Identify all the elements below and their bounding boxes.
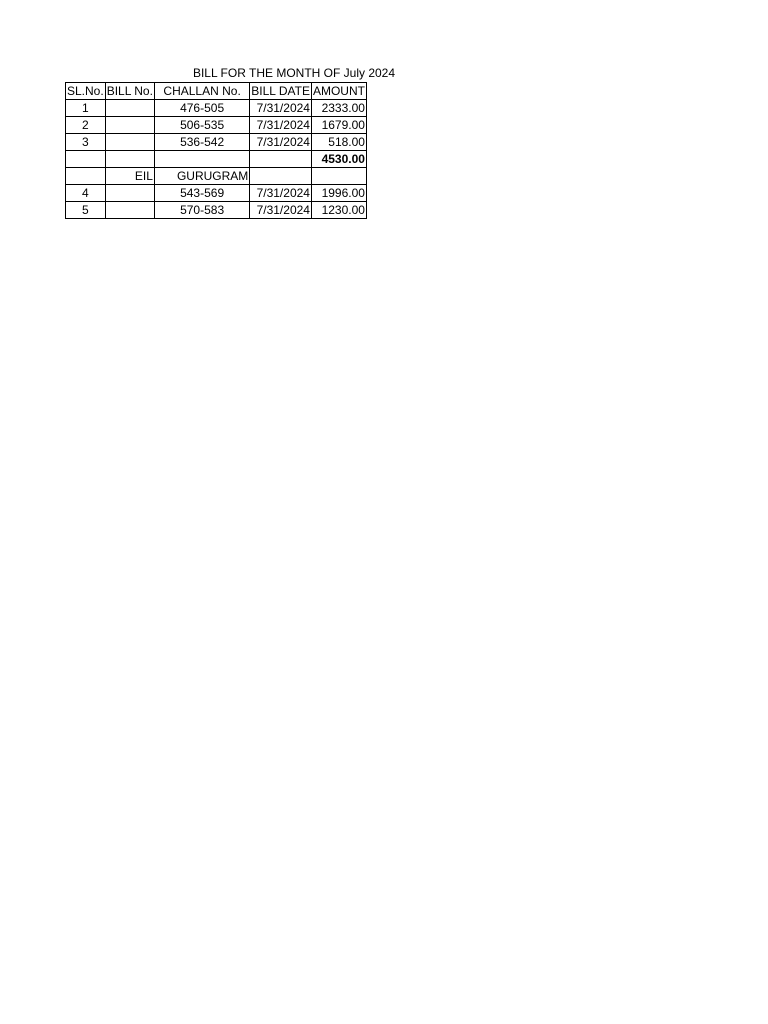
table-row xyxy=(66,117,367,134)
cell-empty[interactable] xyxy=(105,151,154,168)
table-row xyxy=(66,185,367,202)
cell-challan-no[interactable]: 570-583 xyxy=(154,202,249,219)
section-row xyxy=(66,168,367,185)
cell-bill-date[interactable]: 7/31/2024 xyxy=(250,185,312,202)
cell-amount[interactable]: 2333.00 xyxy=(311,100,366,117)
header-amount[interactable]: AMOUNT xyxy=(312,84,365,98)
cell-amount[interactable]: 1230.00 xyxy=(311,202,366,219)
cell-empty[interactable] xyxy=(250,151,312,168)
cell-empty[interactable] xyxy=(154,151,249,168)
cell-section-right[interactable]: GURUGRAM xyxy=(154,168,249,185)
cell-sl-no[interactable]: 2 xyxy=(66,117,106,134)
cell-sl-no[interactable]: 4 xyxy=(66,185,106,202)
cell-empty[interactable] xyxy=(66,151,106,168)
cell-bill-date[interactable]: 7/31/2024 xyxy=(250,117,312,134)
cell-sl-no[interactable]: 3 xyxy=(66,134,106,151)
cell-sl-no[interactable]: 1 xyxy=(66,100,106,117)
header-sl-no[interactable]: SL.No. xyxy=(67,84,104,98)
cell-bill-date[interactable]: 7/31/2024 xyxy=(250,202,312,219)
total-row xyxy=(66,151,367,168)
bill-table xyxy=(65,82,367,219)
cell-empty[interactable] xyxy=(250,168,312,185)
cell-challan-no[interactable]: 543-569 xyxy=(154,185,249,202)
cell-amount[interactable]: 518.00 xyxy=(311,134,366,151)
cell-challan-no[interactable]: 536-542 xyxy=(154,134,249,151)
cell-challan-no[interactable]: 476-505 xyxy=(154,100,249,117)
cell-bill-no[interactable] xyxy=(105,185,154,202)
cell-empty[interactable] xyxy=(311,168,366,185)
table-row xyxy=(66,202,367,219)
table-row xyxy=(66,100,367,117)
header-bill-no[interactable]: BILL No. xyxy=(106,84,153,98)
cell-amount[interactable]: 1996.00 xyxy=(311,185,366,202)
header-challan-no[interactable]: CHALLAN No. xyxy=(154,83,249,100)
cell-bill-no[interactable] xyxy=(105,100,154,117)
cell-bill-no[interactable] xyxy=(105,117,154,134)
cell-challan-no[interactable]: 506-535 xyxy=(154,117,249,134)
cell-sl-no[interactable]: 5 xyxy=(66,202,106,219)
cell-total-amount[interactable]: 4530.00 xyxy=(311,151,366,168)
table-row xyxy=(66,134,367,151)
header-bill-date[interactable]: BILL DATE xyxy=(251,84,310,98)
cell-bill-date[interactable]: 7/31/2024 xyxy=(250,100,312,117)
sheet-title: BILL FOR THE MONTH OF July 2024 xyxy=(192,66,396,80)
cell-bill-date[interactable]: 7/31/2024 xyxy=(250,134,312,151)
cell-empty[interactable] xyxy=(66,168,106,185)
cell-bill-no[interactable] xyxy=(105,202,154,219)
header-row xyxy=(66,83,367,100)
cell-section-left[interactable]: EIL xyxy=(105,168,154,185)
cell-bill-no[interactable] xyxy=(105,134,154,151)
cell-amount[interactable]: 1679.00 xyxy=(311,117,366,134)
